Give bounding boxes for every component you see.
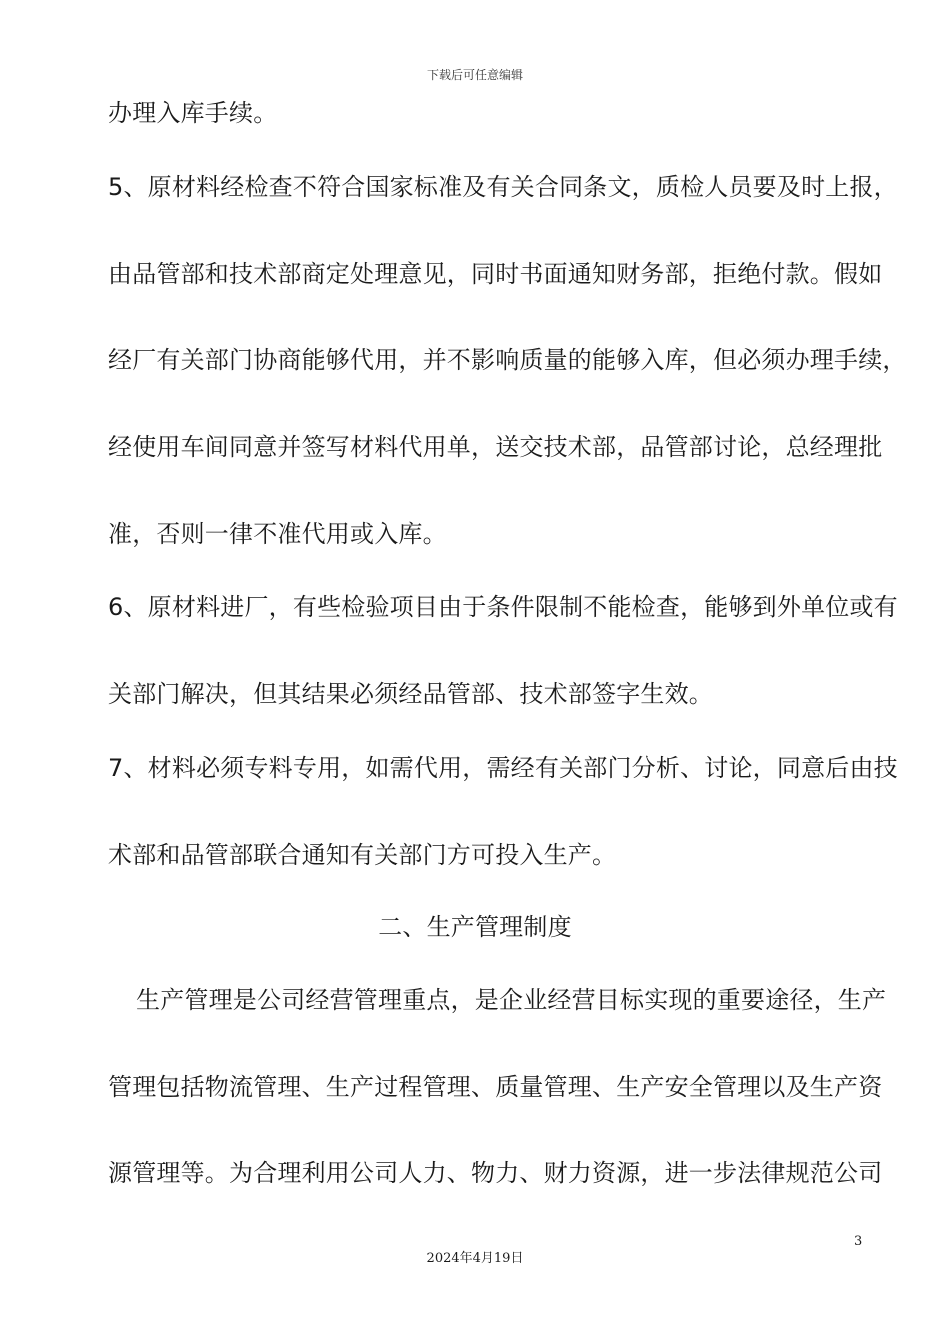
text-line: 生产管理是公司经营管理重点，是企业经营目标实现的重要途径，生产 xyxy=(136,986,887,1014)
text-line: 经使用车间同意并签写材料代用单，送交技术部，品管部讨论，总经理批 xyxy=(108,433,883,461)
text-line: 关部门解决，但其结果必须经品管部、技术部签字生效。 xyxy=(108,680,713,708)
section-heading: 二、生产管理制度 xyxy=(378,913,572,941)
page-header: 下载后可任意编辑 xyxy=(426,68,523,82)
page-number: 3 xyxy=(854,1234,863,1249)
page-footer-date: 2024年4月19日 xyxy=(426,1251,524,1266)
text-line: 6、原材料进厂，有些检验项目由于条件限制不能检查，能够到外单位或有 xyxy=(108,593,898,621)
text-line: 管理包括物流管理、生产过程管理、质量管理、生产安全管理以及生产资 xyxy=(108,1073,883,1101)
text-line: 办理入库手续。 xyxy=(108,99,278,127)
text-line: 源管理等。为合理利用公司人力、物力、财力资源，进一步法律规范公司 xyxy=(108,1159,883,1187)
text-line: 由品管部和技术部商定处理意见，同时书面通知财务部，拒绝付款。假如 xyxy=(108,260,883,288)
text-line: 准，否则一律不准代用或入库。 xyxy=(108,520,447,548)
text-line: 术部和品管部联合通知有关部门方可投入生产。 xyxy=(108,841,617,869)
text-line: 7、材料必须专料专用，如需代用，需经有关部门分析、讨论，同意后由技 xyxy=(108,754,898,782)
text-line: 5、原材料经检查不符合国家标准及有关合同条文，质检人员要及时上报， xyxy=(108,173,898,201)
text-line: 经厂有关部门协商能够代用，并不影响质量的能够入库，但必须办理手续， xyxy=(108,346,907,374)
